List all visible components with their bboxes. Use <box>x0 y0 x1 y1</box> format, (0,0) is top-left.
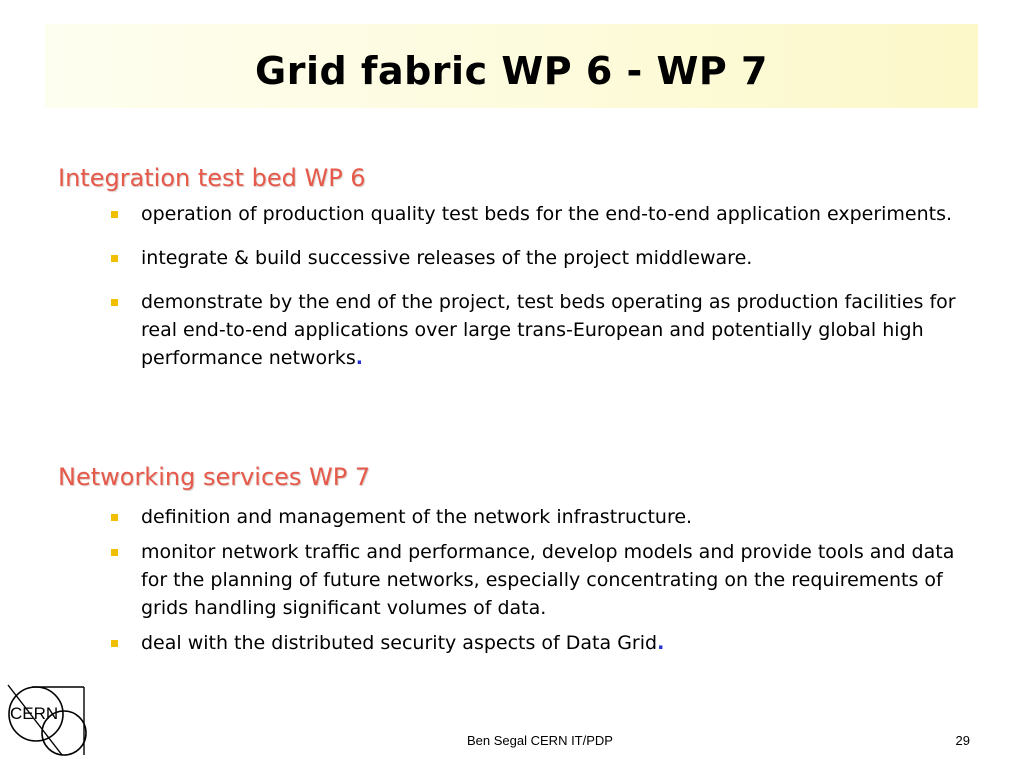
square-bullet-icon <box>111 211 118 218</box>
trailing-dot: . <box>355 347 363 369</box>
bullet-text: definition and management of the network infrastructure. <box>141 506 693 528</box>
bullet-list-wp6 <box>106 200 976 388</box>
section-heading-wp7: Networking services WP 7 <box>58 463 371 491</box>
bullet-text: deal with the distributed security aspects of Data Grid <box>141 632 658 654</box>
list-item <box>106 538 976 622</box>
list-item <box>106 244 976 272</box>
list-item <box>106 288 976 372</box>
section-heading-wp6: Integration test bed WP 6 <box>58 164 366 192</box>
slide-title: Grid fabric WP 6 - WP 7 <box>255 49 768 93</box>
bullet-text: monitor network traffic and performance, develop models and provide tools and data for the planning of future networks, especially concentrating on the requirements of grids handling significant volumes of data. <box>141 541 955 619</box>
list-item <box>106 503 976 531</box>
square-bullet-icon <box>111 549 118 556</box>
bullet-text: demonstrate by the end of the project, test beds operating as production facilities for real end-to-end applications over large trans-European and potentially global high performance networks <box>141 291 956 369</box>
logo-text: CERN <box>10 704 59 723</box>
bullet-text: integrate & build successive releases of the project middleware. <box>141 247 753 269</box>
square-bullet-icon <box>111 514 118 521</box>
list-item <box>106 629 976 657</box>
square-bullet-icon <box>111 255 118 262</box>
footer-text: Ben Segal CERN IT/PDP <box>467 733 613 748</box>
trailing-dot: . <box>657 632 665 654</box>
list-item <box>106 200 976 228</box>
square-bullet-icon <box>111 640 118 647</box>
square-bullet-icon <box>111 299 118 306</box>
bullet-list-wp7 <box>106 503 976 664</box>
page-number: 29 <box>955 733 970 748</box>
cern-logo-icon <box>6 681 88 759</box>
bullet-text: operation of production quality test beds for the end-to-end application experiments. <box>141 203 953 225</box>
